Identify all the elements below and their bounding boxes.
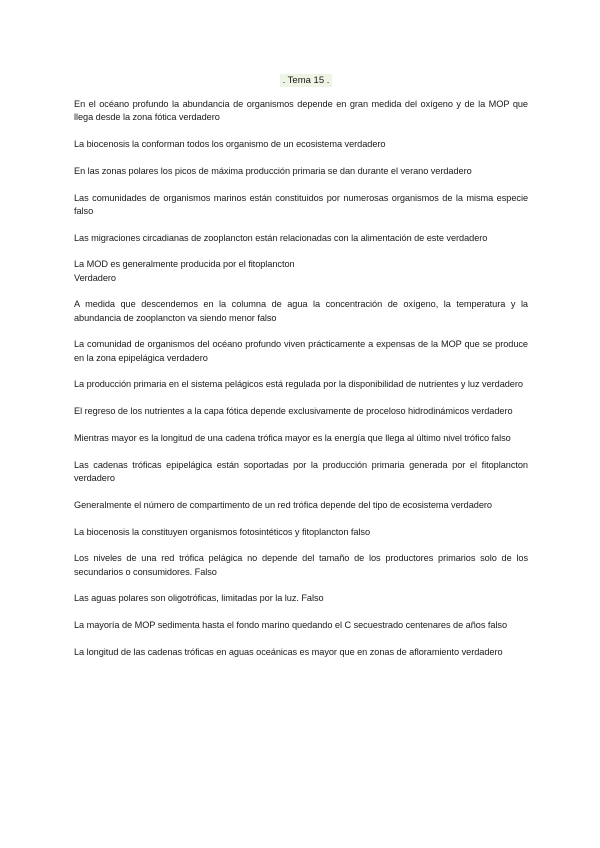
statement-item: Las cadenas tróficas epipelágica están soportadas por la producción primaria generada por el fitoplancton verdadero: [74, 459, 528, 483]
statement-item: En el océano profundo la abundancia de organismos depende en gran medida del oxígeno y de la MOP que llega desde la zona fótica verdadero: [74, 99, 528, 123]
statement-item: La biocenosis la conforman todos los organismo de un ecosistema verdadero: [74, 139, 386, 149]
statement-item: A medida que descendemos en la columna de agua la concentración de oxígeno, la temperatura y la abundancia de zooplancton va siendo menor falso: [74, 299, 528, 323]
page-title: . Tema 15 .: [280, 74, 333, 87]
statement-item: La longitud de las cadenas tróficas en aguas oceánicas es mayor que en zonas de afloramiento verdadero: [74, 646, 503, 657]
statement-list: [74, 98, 528, 673]
statement-item: La mayoría de MOP sedimenta hasta el fondo marino quedando el C secuestrado centenares de años falso: [74, 620, 508, 631]
statement-item: La biocenosis la constituyen organismos fotosintéticos y fitoplancton falso: [74, 526, 371, 537]
statement-item: La comunidad de organismos del océano profundo viven prácticamente a expensas de la MOP que se produce en la zona epipelágica verdadero: [74, 339, 528, 363]
statement-item: En las zonas polares los picos de máxima producción primaria se dan durante el verano verdadero: [74, 165, 472, 176]
statement-item: Las aguas polares son oligotróficas, limitadas por la luz. Falso: [74, 593, 324, 604]
statement-item: Mientras mayor es la longitud de una cadena trófica mayor es la energía que llega al último nivel trófico falso: [74, 432, 511, 443]
title-container: [0, 70, 600, 88]
statement-item: Las comunidades de organismos marinos están constituidos por numerosas organismos de la misma especie falso: [74, 192, 528, 216]
statement-item: Generalmente el número de compartimento de un red trófica depende del tipo de ecosistema verdadero: [74, 499, 492, 510]
statement-item: La MOD es generalmente producida por el fitoplancton Verdadero: [74, 259, 295, 283]
statement-item: La producción primaria en el sistema pelágicos está regulada por la disponibilidad de nutrientes y luz verdadero: [74, 379, 523, 390]
statement-item: Las migraciones circadianas de zooplancton están relacionadas con la alimentación de este verdadero: [74, 232, 488, 243]
statement-item: Los niveles de una red trófica pelágica no depende del tamaño de los productores primarios solo de los secundarios o consumidores. Falso: [74, 553, 528, 577]
statement-item: El regreso de los nutrientes a la capa fótica depende exclusivamente de proceloso hidrodinámicos verdadero: [74, 406, 513, 417]
